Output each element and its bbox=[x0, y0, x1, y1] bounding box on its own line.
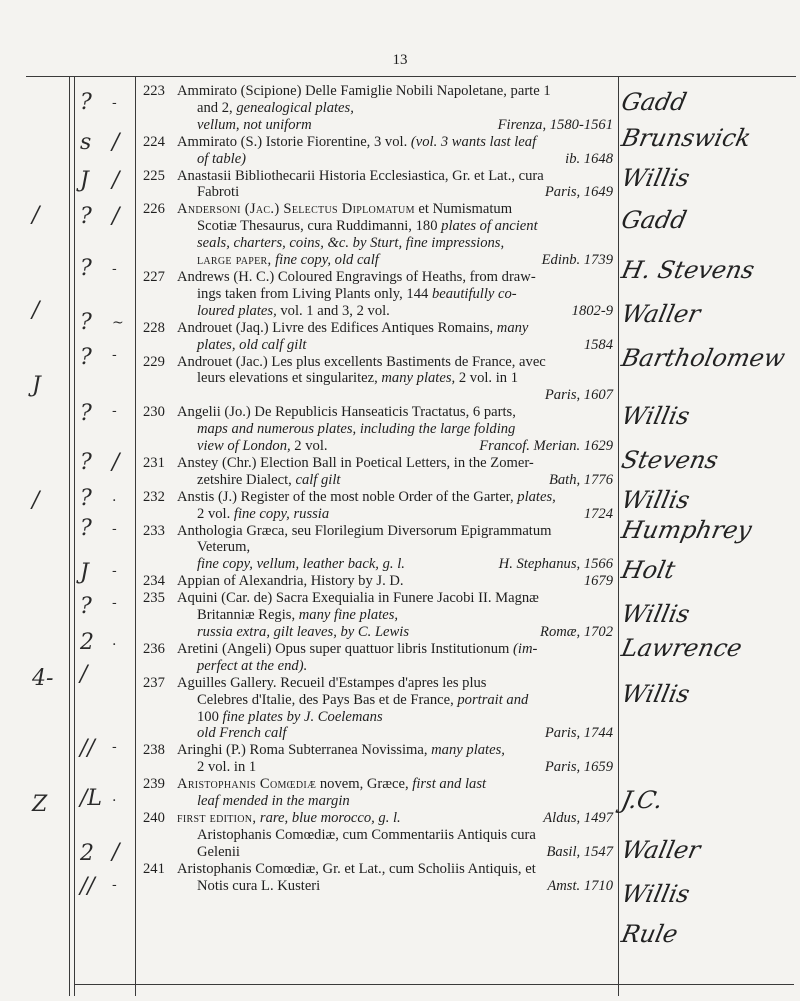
entry-text: plates, old calf gilt bbox=[197, 336, 307, 353]
margin-mark: - bbox=[112, 521, 117, 537]
margin-mark: ? bbox=[80, 516, 92, 541]
buyer-signature: Willis bbox=[619, 880, 693, 908]
catalogue-entry bbox=[143, 320, 613, 354]
entry-text: zetshire Dialect, bbox=[197, 471, 296, 488]
entry-text: Aquini (Car. de) Sacra Exequialia in Funere Jacobi II. Magnæ bbox=[177, 590, 539, 607]
lot-number: 235 bbox=[143, 590, 165, 607]
margin-mark: - bbox=[112, 563, 117, 579]
lot-number: 226 bbox=[143, 201, 165, 218]
entry-line bbox=[177, 83, 613, 100]
imprint: Paris, 1607 bbox=[544, 387, 613, 404]
margin-mark: // bbox=[80, 736, 95, 761]
entry-text: Aristophanis Comœdiæ, Gr. et Lat., cum Scholiis Antiquis, et bbox=[177, 860, 536, 877]
margin-mark: J bbox=[80, 168, 89, 193]
entry-line bbox=[177, 387, 613, 404]
margin-mark: Z bbox=[32, 792, 48, 817]
entry-line bbox=[177, 218, 613, 235]
buyer-signature: Gadd bbox=[619, 88, 690, 116]
lot-number: 239 bbox=[143, 776, 165, 793]
margin-mark: // bbox=[80, 874, 95, 899]
entry-line bbox=[177, 523, 613, 540]
catalogue-entry bbox=[143, 776, 613, 810]
catalogue-entry bbox=[143, 810, 613, 861]
margin-mark: / bbox=[80, 662, 88, 687]
entry-text: old French calf bbox=[197, 725, 287, 742]
margin-mark: J bbox=[32, 373, 41, 398]
entry-line bbox=[177, 201, 613, 218]
entry-text: Celebres d'Italie, des Pays Bas et de France, bbox=[197, 691, 458, 708]
catalogue-entry bbox=[143, 168, 613, 202]
entry-text: Gelenii bbox=[197, 843, 240, 860]
margin-mark: ? bbox=[80, 310, 92, 335]
buyer-signature: Willis bbox=[619, 680, 693, 708]
entry-text: Aguilles Gallery. Recueil d'Estampes d'apres les plus bbox=[177, 674, 487, 691]
margin-mark: / bbox=[32, 298, 40, 323]
entry-line bbox=[177, 810, 613, 827]
lot-number: 230 bbox=[143, 404, 165, 421]
entry-text: rare, blue morocco, g. l. bbox=[256, 809, 401, 826]
entry-text: vellum, not uniform bbox=[197, 116, 312, 133]
buyer-signature: Humphrey bbox=[619, 516, 755, 544]
entry-text: et Numismatum bbox=[414, 201, 513, 218]
entry-text: Aristophanis Comœdiæ, cum Commentariis Antiquis cura bbox=[197, 826, 536, 843]
imprint: Paris, 1649 bbox=[544, 184, 613, 201]
imprint: Paris, 1659 bbox=[544, 759, 613, 776]
entry-text: (vol. 3 wants last leaf bbox=[410, 133, 537, 150]
entry-line bbox=[177, 725, 613, 742]
entry-line bbox=[177, 438, 613, 455]
margin-mark: ? bbox=[80, 204, 92, 229]
margin-mark: . bbox=[112, 789, 117, 805]
entry-text: Anthologia Græca, seu Florilegium Diversorum Epigrammatum bbox=[177, 522, 552, 539]
entry-text: Aretini (Angeli) Opus super quattuor libris Institutionum bbox=[177, 640, 514, 657]
entry-text: many bbox=[496, 319, 529, 336]
entry-text: 100 bbox=[197, 708, 223, 725]
entry-text: calf gilt bbox=[295, 471, 341, 488]
catalogue-entry bbox=[143, 269, 613, 320]
entry-text: Andrews (H. C.) Coloured Engravings of Heaths, from draw- bbox=[177, 268, 536, 285]
entry-line bbox=[177, 489, 613, 506]
entry-line bbox=[177, 320, 613, 337]
entry-line bbox=[177, 168, 613, 185]
entry-text: view of London, bbox=[197, 438, 291, 455]
entry-text: leurs elevations et singularitez, bbox=[197, 370, 382, 387]
entry-text: plates of ancient bbox=[441, 218, 538, 235]
margin-mark: ? bbox=[80, 345, 92, 370]
entry-text: first edition, bbox=[177, 809, 257, 826]
lot-number: 231 bbox=[143, 454, 165, 471]
imprint: Amst. 1710 bbox=[547, 877, 613, 894]
buyer-signature: H. Stevens bbox=[619, 256, 757, 284]
margin-mark: / bbox=[112, 204, 120, 229]
imprint: Edinb. 1739 bbox=[541, 252, 613, 269]
entry-line bbox=[177, 134, 613, 151]
entry-text: fine copy, vellum, leather back, g. l. bbox=[197, 556, 405, 573]
entry-text: Fabroti bbox=[197, 184, 240, 201]
entry-text: perfect at the end). bbox=[197, 657, 308, 674]
entry-line bbox=[177, 184, 613, 201]
lot-number: 237 bbox=[143, 674, 165, 691]
entry-text: Andersoni (Jac.) Selectus Diplomatum bbox=[177, 201, 415, 218]
lot-number: 241 bbox=[143, 860, 165, 877]
lot-number: 223 bbox=[143, 83, 165, 99]
buyer-signature: Stevens bbox=[619, 446, 721, 474]
entry-text: Androuet (Jac.) Les plus excellents Bastiments de France, avec bbox=[177, 353, 546, 370]
entry-line bbox=[177, 878, 613, 895]
lot-number: 236 bbox=[143, 640, 165, 657]
catalogue-entry bbox=[143, 489, 613, 523]
margin-mark: ? bbox=[80, 256, 92, 281]
catalogue-entry bbox=[143, 134, 613, 168]
entry-line bbox=[177, 337, 613, 354]
entry-text: Scotiæ Thesaurus, cura Ruddimanni, 180 bbox=[197, 218, 442, 235]
margin-mark: - bbox=[112, 347, 117, 363]
entry-line bbox=[177, 472, 613, 489]
imprint: Basil, 1547 bbox=[546, 843, 613, 860]
margin-mark: ? bbox=[80, 450, 92, 475]
buyer-signature: J.C. bbox=[619, 786, 666, 814]
entry-line bbox=[177, 590, 613, 607]
buyer-signature: Willis bbox=[619, 402, 693, 430]
imprint: Aldus, 1497 bbox=[543, 809, 613, 826]
margin-mark: / bbox=[112, 168, 120, 193]
entry-line bbox=[177, 370, 613, 387]
entry-text: leaf mended in the margin bbox=[197, 793, 350, 810]
margin-mark: / bbox=[112, 450, 120, 475]
entry-line bbox=[177, 759, 613, 776]
entry-line bbox=[177, 742, 613, 759]
margin-mark: /L bbox=[80, 786, 103, 811]
entry-text: Ammirato (Scipione) Delle Famiglie Nobili Napoletane, parte 1 bbox=[177, 83, 551, 99]
catalogue-entry bbox=[143, 83, 613, 134]
entry-line bbox=[177, 658, 613, 675]
margin-mark: . bbox=[112, 633, 117, 649]
entry-text: Appian of Alexandria, History by J. D. bbox=[177, 573, 404, 590]
entry-line bbox=[177, 455, 613, 472]
catalogue-entry bbox=[143, 590, 613, 641]
buyer-signature: Lawrence bbox=[619, 634, 745, 662]
margin-mark: - bbox=[112, 595, 117, 611]
entry-text: Notis cura L. Kusteri bbox=[197, 877, 321, 894]
entry-text: many fine plates, bbox=[298, 607, 399, 624]
margin-mark: - bbox=[112, 739, 117, 755]
margin-mark: s bbox=[80, 130, 92, 155]
entry-text: ings taken from Living Plants only, 144 bbox=[197, 285, 432, 302]
margin-mark: / bbox=[112, 840, 120, 865]
entry-text: Aristophanis Comœdiæ bbox=[177, 776, 317, 793]
margin-rule-3 bbox=[135, 76, 136, 996]
entry-text: Aringhi (P.) Roma Subterranea Novissima, bbox=[177, 742, 432, 759]
entry-text: Androuet (Jaq.) Livre des Edifices Antiques Romains, bbox=[177, 319, 497, 336]
right-rule bbox=[618, 76, 619, 996]
margin-mark: ~ bbox=[112, 315, 124, 331]
catalogue-entry bbox=[143, 742, 613, 776]
catalogue-entry bbox=[143, 404, 613, 455]
entry-text: beautifully co- bbox=[431, 285, 517, 302]
buyer-signature: Willis bbox=[619, 164, 693, 192]
entry-line bbox=[177, 793, 613, 810]
catalogue-entry bbox=[143, 354, 613, 405]
entry-text: Britanniæ Regis, bbox=[197, 607, 299, 624]
margin-mark: 4- bbox=[32, 666, 54, 691]
catalogue-entry bbox=[143, 523, 613, 574]
buyer-signature: Gadd bbox=[619, 206, 690, 234]
entry-text: many plates, bbox=[381, 370, 456, 387]
imprint: Paris, 1744 bbox=[544, 725, 613, 742]
entry-line bbox=[177, 404, 613, 421]
buyer-signature: Waller bbox=[619, 300, 703, 328]
margin-mark: - bbox=[112, 261, 117, 277]
entry-text: large paper, bbox=[197, 252, 272, 269]
imprint: 1802-9 bbox=[571, 302, 613, 319]
imprint: 1724 bbox=[583, 505, 613, 522]
margin-rule-1 bbox=[69, 76, 70, 996]
catalogue-entry bbox=[143, 573, 613, 590]
catalogue-entry bbox=[143, 861, 613, 895]
entry-text: fine plates by J. Coelemans bbox=[222, 708, 383, 725]
entry-line bbox=[177, 675, 613, 692]
lot-number: 240 bbox=[143, 809, 165, 826]
entry-text: 2 vol. in 1 bbox=[455, 370, 519, 387]
entry-text: 2 vol. bbox=[290, 438, 328, 455]
margin-mark: 2 bbox=[80, 630, 94, 655]
entry-text: loured plates, bbox=[197, 302, 277, 319]
entry-text: vol. 1 and 3, 2 vol. bbox=[276, 302, 390, 319]
margin-mark: / bbox=[112, 130, 120, 155]
entry-line bbox=[177, 827, 613, 844]
entry-line bbox=[177, 692, 613, 709]
lot-number: 224 bbox=[143, 133, 165, 150]
margin-mark: J bbox=[80, 560, 89, 585]
entry-line bbox=[177, 624, 613, 641]
buyer-signature: Waller bbox=[619, 836, 703, 864]
lot-number: 233 bbox=[143, 522, 165, 539]
imprint: Firenza, 1580-1561 bbox=[497, 116, 613, 133]
entry-text: Angelii (Jo.) De Republicis Hanseaticis Tractatus, 6 parts, bbox=[177, 404, 516, 421]
entry-text: genealogical plates, bbox=[236, 99, 354, 116]
entry-line bbox=[177, 573, 613, 590]
entry-text: Veterum, bbox=[197, 539, 251, 556]
entry-line bbox=[177, 269, 613, 286]
buyer-signature: Bartholomew bbox=[619, 344, 788, 372]
entry-line bbox=[177, 151, 613, 168]
margin-mark: ? bbox=[80, 401, 92, 426]
entry-line bbox=[177, 286, 613, 303]
imprint: Francof. Merian. 1629 bbox=[479, 438, 613, 455]
lot-number: 228 bbox=[143, 319, 165, 336]
entry-text: novem, Græce, bbox=[316, 776, 413, 793]
entry-line bbox=[177, 252, 613, 269]
bottom-rule bbox=[74, 984, 794, 985]
entry-line bbox=[177, 506, 613, 523]
entry-text: and 2, bbox=[197, 99, 237, 116]
entry-line bbox=[177, 861, 613, 878]
lot-number: 238 bbox=[143, 742, 165, 759]
lot-number: 234 bbox=[143, 573, 165, 590]
entry-line bbox=[177, 303, 613, 320]
entry-line bbox=[177, 776, 613, 793]
entry-line bbox=[177, 100, 613, 117]
buyer-signature: Rule bbox=[619, 920, 681, 948]
imprint: Bath, 1776 bbox=[548, 471, 613, 488]
catalogue-entry bbox=[143, 201, 613, 269]
imprint: 1679 bbox=[583, 573, 613, 590]
imprint: 1584 bbox=[583, 336, 613, 353]
entry-text: many plates, bbox=[431, 742, 505, 759]
catalogue-entries bbox=[143, 83, 613, 895]
margin-mark: . bbox=[112, 489, 117, 505]
entry-line bbox=[177, 117, 613, 134]
entry-text: Anstey (Chr.) Election Ball in Poetical Letters, in the Zomer- bbox=[177, 454, 534, 471]
entry-line bbox=[177, 539, 613, 556]
entry-line bbox=[177, 709, 613, 726]
margin-mark: 2 bbox=[80, 841, 94, 866]
lot-number: 229 bbox=[143, 353, 165, 370]
entry-text: fine copy, old calf bbox=[271, 252, 379, 269]
entry-text: Anastasii Bibliothecarii Historia Ecclesiastica, Gr. et Lat., cura bbox=[177, 167, 544, 184]
margin-mark: / bbox=[32, 203, 40, 228]
entry-text: Ammirato (S.) Istorie Fiorentine, 3 vol. bbox=[177, 133, 411, 150]
entry-text: portrait and bbox=[457, 691, 529, 708]
catalogue-entry bbox=[143, 675, 613, 743]
margin-mark: - bbox=[112, 95, 117, 111]
entry-text: fine copy, russia bbox=[233, 505, 330, 522]
entry-text: russia extra, gilt leaves, by C. Lewis bbox=[197, 624, 410, 640]
buyer-signature: Willis bbox=[619, 486, 693, 514]
entry-text: 2 vol. bbox=[197, 505, 234, 522]
imprint: Romæ, 1702 bbox=[540, 624, 613, 640]
buyer-signature: Holt bbox=[619, 556, 678, 584]
entry-line bbox=[177, 607, 613, 624]
entry-line bbox=[177, 641, 613, 658]
entry-text: maps and numerous plates, including the large folding bbox=[197, 421, 516, 438]
margin-mark: - bbox=[112, 403, 117, 419]
buyer-signature: Willis bbox=[619, 600, 693, 628]
imprint: ib. 1648 bbox=[565, 150, 613, 167]
entry-line bbox=[177, 556, 613, 573]
imprint: H. Stephanus, 1566 bbox=[498, 556, 613, 573]
margin-mark: ? bbox=[80, 486, 92, 511]
entry-line bbox=[177, 844, 613, 861]
entry-text: plates, bbox=[517, 488, 556, 505]
lot-number: 225 bbox=[143, 167, 165, 184]
entry-line bbox=[177, 354, 613, 371]
margin-mark: - bbox=[112, 877, 117, 893]
entry-text: seals, charters, coins, &c. by Sturt, fine impressions, bbox=[197, 235, 505, 252]
entry-line bbox=[177, 421, 613, 438]
buyer-signature: Brunswick bbox=[619, 124, 754, 152]
top-rule bbox=[26, 76, 796, 77]
entry-text: of table) bbox=[197, 150, 247, 167]
margin-mark: ? bbox=[80, 90, 92, 115]
lot-number: 227 bbox=[143, 268, 165, 285]
page-number: 13 bbox=[392, 52, 408, 68]
margin-rule-2 bbox=[74, 76, 75, 996]
entry-text: 2 vol. in 1 bbox=[197, 759, 257, 776]
entry-line bbox=[177, 235, 613, 252]
catalogue-entry bbox=[143, 641, 613, 675]
entry-text: (im- bbox=[513, 640, 538, 657]
margin-mark: ? bbox=[80, 594, 92, 619]
catalogue-entry bbox=[143, 455, 613, 489]
entry-text: first and last bbox=[412, 776, 487, 793]
lot-number: 232 bbox=[143, 488, 165, 505]
entry-text: Anstis (J.) Register of the most noble Order of the Garter, bbox=[177, 488, 518, 505]
margin-mark: / bbox=[32, 488, 40, 513]
